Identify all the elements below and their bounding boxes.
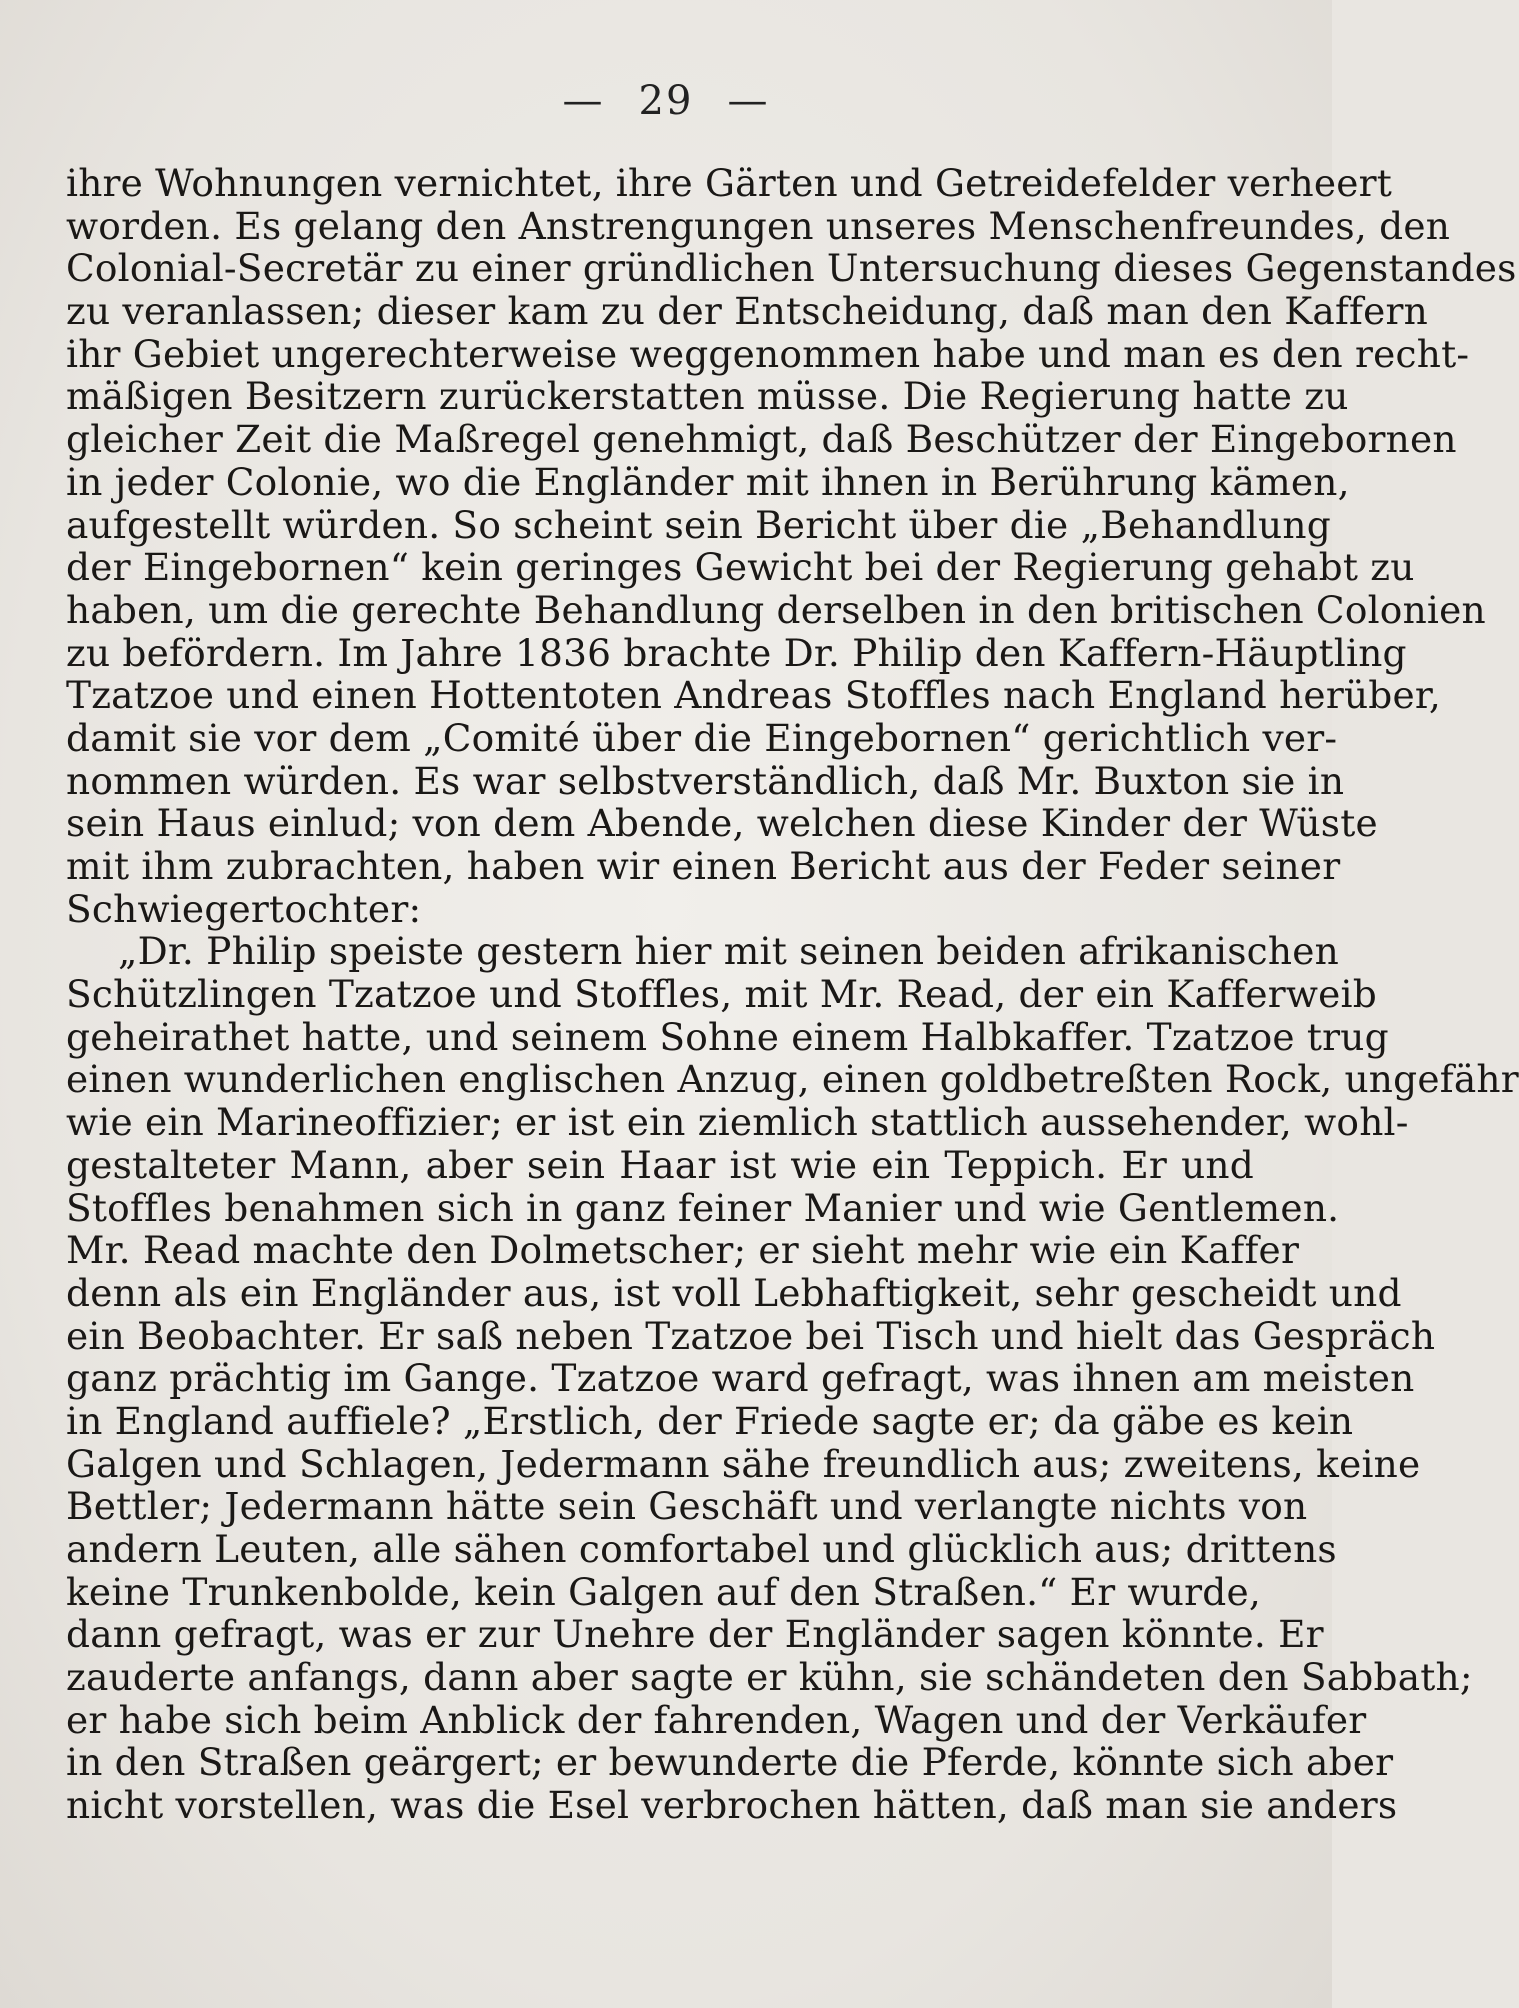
text-line: ihre Wohnungen vernichtet, ihre Gärten und Getreidefelder verheert xyxy=(66,161,1393,205)
text-line: Bettler; Jedermann hätte sein Geschäft und verlangte nichts von xyxy=(66,1484,1308,1529)
text-line: er habe sich beim Anblick der fahrenden, Wagen und der Verkäufer xyxy=(66,1697,1367,1742)
text-line: in jeder Colonie, wo die Engländer mit ihnen in Berührung kämen, xyxy=(66,459,1350,504)
text-line: ein Beobachter. Er saß neben Tzatzoe bei Tisch und hielt das Gespräch xyxy=(66,1313,1436,1358)
text-line: „Dr. Philip speiste gestern hier mit seinen beiden afrikanischen xyxy=(118,929,1339,974)
text-line: keine Trunkenbolde, kein Galgen auf den Straßen.“ Er wurde, xyxy=(66,1569,1261,1614)
text-line: andern Leuten, alle sähen comfortabel und glücklich aus; drittens xyxy=(66,1527,1337,1571)
text-line: sein Haus einlud; von dem Abende, welchen diese Kinder der Wüste xyxy=(66,801,1378,846)
text-line: nicht vorstellen, was die Esel verbrochen hätten, daß man sie anders xyxy=(66,1783,1398,1828)
text-line: Schwiegertochter: xyxy=(66,886,422,931)
text-line: ihr Gebiet ungerechterweise weggenommen habe und man es den recht- xyxy=(66,331,1470,376)
text-line: der Eingebornen“ kein geringes Gewicht bei der Regierung gehabt zu xyxy=(66,545,1415,590)
text-line: in den Straßen geärgert; er bewunderte die Pferde, könnte sich aber xyxy=(66,1740,1394,1785)
text-line: Galgen und Schlagen, Jedermann sähe freundlich aus; zweitens, keine xyxy=(66,1441,1421,1486)
header-dash-left: — xyxy=(562,78,605,124)
text-line: wie ein Marineoffizier; er ist ein ziemlich stattlich aussehender, wohl- xyxy=(66,1100,1409,1145)
text-line: aufgestellt würden. So scheint sein Bericht über die „Behandlung xyxy=(66,502,1331,547)
page-number: 29 xyxy=(638,78,694,124)
text-line: worden. Es gelang den Anstrengungen unseres Menschenfreundes, den xyxy=(66,203,1451,248)
text-line: damit sie vor dem „Comité über die Eingebornen“ gerichtlich ver- xyxy=(66,715,1338,760)
text-line: mit ihm zubrachten, haben wir einen Bericht aus der Feder seiner xyxy=(66,844,1341,888)
text-line: zu veranlassen; dieser kam zu der Entscheidung, daß man den Kaffern xyxy=(66,289,1429,334)
text-line: haben, um die gerechte Behandlung derselben in den britischen Colonien xyxy=(66,587,1486,632)
text-line: in England auffiele? „Erstlich, der Friede sagte er; da gäbe es kein xyxy=(66,1398,1354,1443)
text-line: dann gefragt, was er zur Unehre der Engländer sagen könnte. Er xyxy=(66,1612,1324,1657)
text-line: ganz prächtig im Gange. Tzatzoe ward gefragt, was ihnen am meisten xyxy=(66,1356,1415,1401)
text-line: geheirathet hatte, und seinem Sohne einem Halbkaffer. Tzatzoe trug xyxy=(66,1014,1389,1059)
text-line: mäßigen Besitzern zurückerstatten müsse. Die Regierung hatte zu xyxy=(66,374,1349,419)
text-line: denn als ein Engländer aus, ist voll Lebhaftigkeit, sehr gescheidt und xyxy=(66,1270,1402,1315)
header-dash-right: — xyxy=(727,78,770,124)
text-line: Stoffles benahmen sich in ganz feiner Manier und wie Gentlemen. xyxy=(66,1185,1340,1230)
text-line: gleicher Zeit die Maßregel genehmigt, daß Beschützer der Eingebornen xyxy=(66,417,1457,462)
text-line: Schützlingen Tzatzoe und Stoffles, mit Mr. Read, der ein Kafferweib xyxy=(66,972,1377,1017)
text-line: Mr. Read machte den Dolmetscher; er sieht mehr wie ein Kaffer xyxy=(66,1228,1300,1273)
page-header xyxy=(0,78,1332,124)
text-line: Tzatzoe und einen Hottentoten Andreas Stoffles nach England herüber, xyxy=(66,673,1442,718)
text-line: zu befördern. Im Jahre 1836 brachte Dr. Philip den Kaffern-Häuptling xyxy=(66,630,1407,675)
text-line: Colonial-Secretär zu einer gründlichen Untersuchung dieses Gegenstandes xyxy=(66,246,1517,291)
text-line: nommen würden. Es war selbstverständlich, daß Mr. Buxton sie in xyxy=(66,758,1345,803)
body-text xyxy=(66,161,1519,1828)
text-line: zauderte anfangs, dann aber sagte er kühn, sie schändeten den Sabbath; xyxy=(66,1655,1473,1700)
text-line: einen wunderlichen englischen Anzug, einen goldbetreßten Rock, ungefähr xyxy=(66,1057,1519,1102)
text-line: gestalteter Mann, aber sein Haar ist wie ein Teppich. Er und xyxy=(66,1142,1254,1187)
